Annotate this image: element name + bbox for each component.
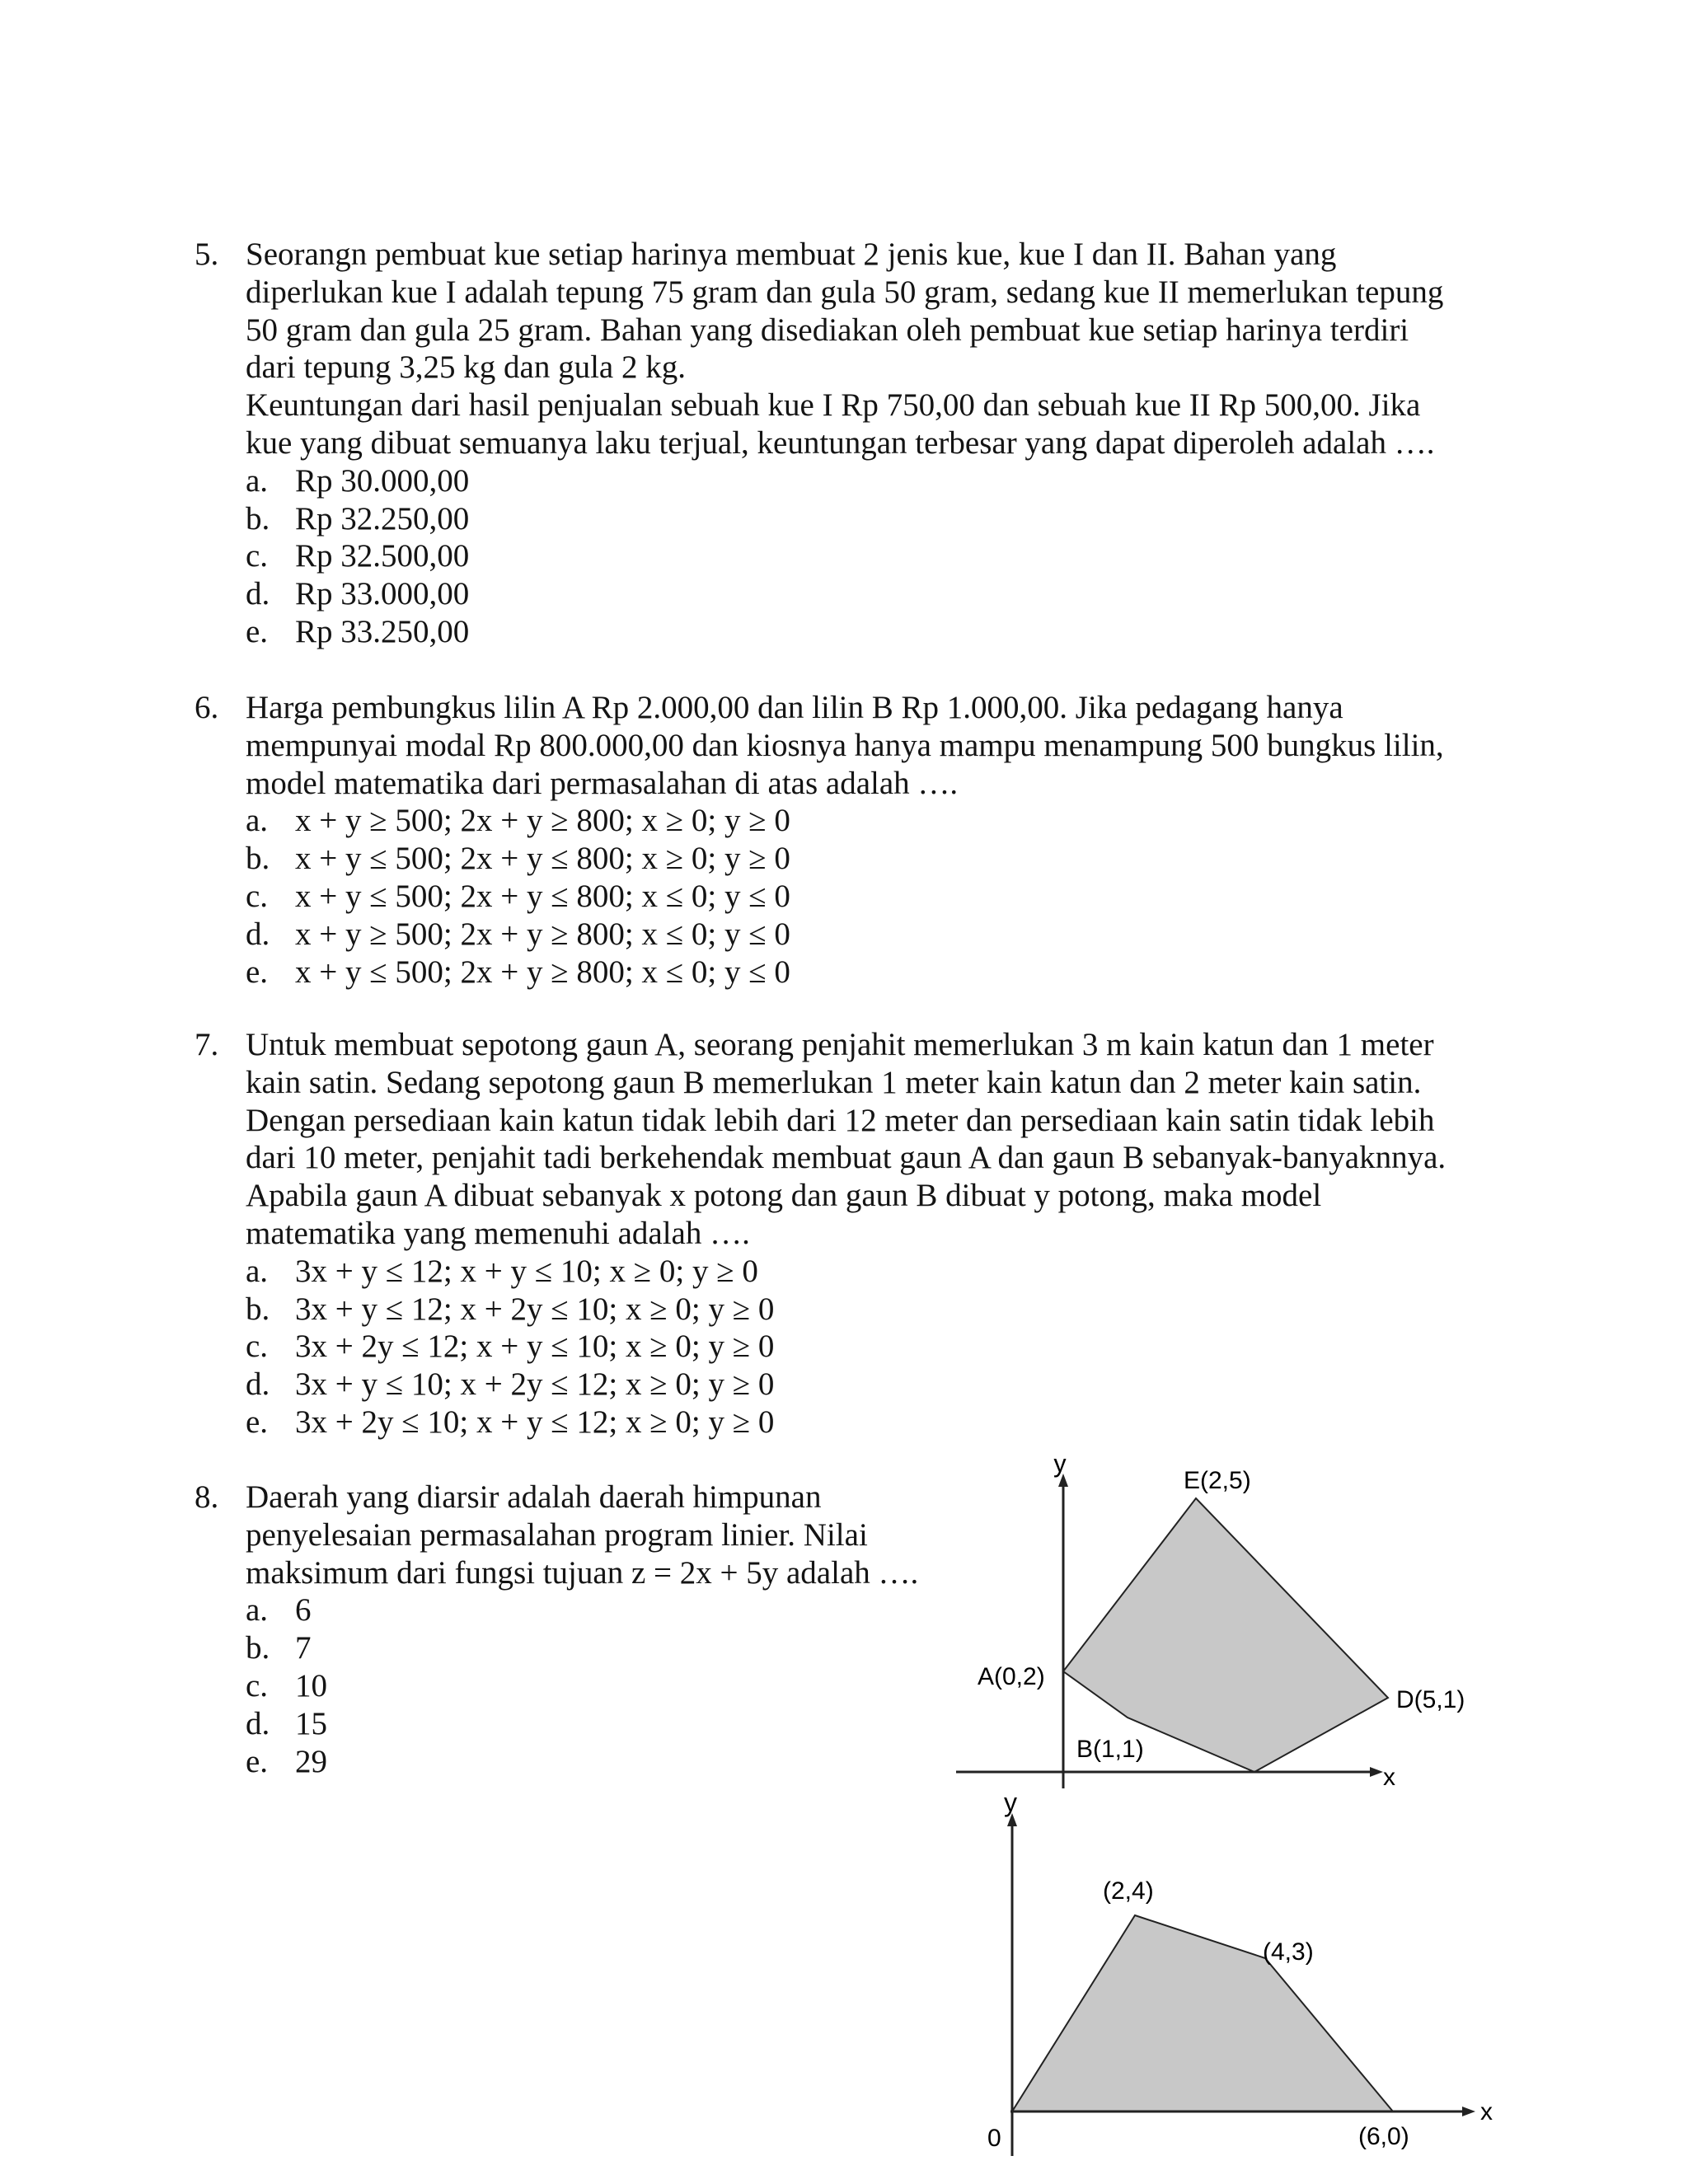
- option-letter: b.: [246, 500, 270, 537]
- option-text: x + y ≥ 500; 2x + y ≥ 800; x ≤ 0; y ≤ 0: [295, 916, 790, 952]
- option-text: 7: [295, 1630, 312, 1666]
- option-letter: d.: [246, 1705, 270, 1741]
- question-text-line: diperlukan kue I adalah tepung 75 gram dan gula 50 gram, sedang kue II memerlukan tepung: [246, 274, 1444, 310]
- option-letter: d.: [246, 576, 270, 612]
- option-text: Rp 32.500,00: [295, 538, 470, 574]
- feasible-region-graph-2: [956, 1788, 1517, 2172]
- option-text: Rp 33.000,00: [295, 576, 470, 612]
- question-text-line: matematika yang memenuhi adalah ….: [246, 1216, 750, 1251]
- question-number: 6.: [195, 690, 219, 725]
- question-text-line: maksimum dari fungsi tujuan z = 2x + 5y adalah ….: [246, 1554, 919, 1591]
- y-axis-label: y: [1053, 1459, 1067, 1478]
- question-text-line: Apabila gaun A dibuat sebanyak x potong dan gaun B dibuat y potong, maka model: [246, 1178, 1322, 1214]
- option-text: 3x + 2y ≤ 10; x + y ≤ 12; x ≥ 0; y ≥ 0: [295, 1404, 775, 1440]
- question-text-line: Dengan persediaan kain katun tidak lebih dari 12 meter dan persediaan kain satin tidak lebih: [246, 1102, 1435, 1138]
- origin-label: 0: [987, 2125, 1001, 2152]
- option-text: 3x + 2y ≤ 12; x + y ≤ 10; x ≥ 0; y ≥ 0: [295, 1329, 775, 1365]
- option-text: 10: [295, 1668, 327, 1704]
- question-text-line: kain satin. Sedang sepotong gaun B memerlukan 1 meter kain katun dan 2 meter kain satin.: [246, 1064, 1422, 1100]
- option-text: 3x + y ≤ 10; x + 2y ≤ 12; x ≥ 0; y ≥ 0: [295, 1366, 775, 1403]
- point-label-a: A(0,2): [978, 1663, 1045, 1690]
- option-letter: c.: [246, 1329, 269, 1365]
- question-text-line: Keuntungan dari hasil penjualan sebuah kue I Rp 750,00 dan sebuah kue II Rp 500,00. Jika: [246, 387, 1421, 424]
- question-text-line: dari tepung 3,25 kg dan gula 2 kg.: [246, 349, 686, 386]
- option-letter: a.: [246, 803, 269, 839]
- question-text-line: kue yang dibuat semuanya laku terjual, keuntungan terbesar yang dapat diperoleh adalah ….: [246, 425, 1435, 461]
- option-text: 6: [295, 1592, 312, 1629]
- x-axis-arrow: [1462, 2107, 1475, 2116]
- option-text: 29: [295, 1743, 327, 1779]
- option-letter: a.: [246, 1253, 269, 1289]
- x-axis-label: x: [1383, 1764, 1395, 1791]
- question-text-line: Daerah yang diarsir adalah daerah himpunan: [246, 1479, 822, 1515]
- option-letter: b.: [246, 841, 270, 877]
- option-letter: a.: [246, 462, 269, 499]
- option-text: 15: [295, 1705, 327, 1741]
- option-letter: a.: [246, 1592, 269, 1629]
- option-text: 3x + y ≤ 12; x + 2y ≤ 10; x ≥ 0; y ≥ 0: [295, 1291, 775, 1327]
- option-text: 3x + y ≤ 12; x + y ≤ 10; x ≥ 0; y ≥ 0: [295, 1253, 758, 1289]
- question-text-line: mempunyai modal Rp 800.000,00 dan kiosnya hanya mampu menampung 500 bungkus lilin,: [246, 727, 1444, 763]
- question-number: 8.: [195, 1479, 219, 1515]
- option-text: Rp 30.000,00: [295, 462, 470, 499]
- option-text: Rp 32.250,00: [295, 500, 470, 537]
- option-text: x + y ≥ 500; 2x + y ≥ 800; x ≥ 0; y ≥ 0: [295, 803, 790, 839]
- option-letter: e.: [246, 1743, 269, 1779]
- feasible-region-graph-1: [956, 1459, 1467, 1797]
- question-text-line: model matematika dari permasalahan di atas adalah ….: [246, 765, 959, 801]
- shaded-region: [1063, 1498, 1388, 1772]
- point-label-2-4: (2,4): [1103, 1877, 1154, 1905]
- option-letter: d.: [246, 916, 270, 952]
- option-letter: d.: [246, 1366, 270, 1403]
- question-text-line: 50 gram dan gula 25 gram. Bahan yang disediakan oleh pembuat kue setiap harinya terdiri: [246, 312, 1409, 348]
- option-letter: b.: [246, 1630, 270, 1666]
- option-letter: b.: [246, 1291, 270, 1327]
- question-number: 7.: [195, 1027, 219, 1062]
- shaded-region: [1012, 1915, 1393, 2111]
- point-label-e: E(2,5): [1184, 1467, 1251, 1494]
- option-text: x + y ≤ 500; 2x + y ≤ 800; x ≤ 0; y ≤ 0: [295, 879, 790, 914]
- option-letter: c.: [246, 538, 269, 574]
- option-letter: c.: [246, 1668, 269, 1704]
- option-text: x + y ≤ 500; 2x + y ≥ 800; x ≤ 0; y ≤ 0: [295, 954, 790, 990]
- question-text-line: Seorangn pembuat kue setiap harinya membuat 2 jenis kue, kue I dan II. Bahan yang: [246, 237, 1337, 272]
- question-text-line: Harga pembungkus lilin A Rp 2.000,00 dan lilin B Rp 1.000,00. Jika pedagang hanya: [246, 690, 1343, 725]
- question-number: 5.: [195, 237, 219, 272]
- point-label-6-0: (6,0): [1358, 2123, 1409, 2150]
- option-text: x + y ≤ 500; 2x + y ≤ 800; x ≥ 0; y ≥ 0: [295, 841, 790, 877]
- point-label-4-3: (4,3): [1263, 1938, 1314, 1966]
- option-letter: e.: [246, 614, 269, 649]
- option-text: Rp 33.250,00: [295, 614, 470, 649]
- point-label-b: B(1,1): [1076, 1736, 1144, 1763]
- question-text-line: Untuk membuat sepotong gaun A, seorang penjahit memerlukan 3 m kain katun dan 1 meter: [246, 1027, 1434, 1062]
- x-axis-arrow: [1370, 1767, 1383, 1777]
- question-text-line: dari 10 meter, penjahit tadi berkehendak membuat gaun A dan gaun B sebanyak-banyaknnya.: [246, 1140, 1447, 1176]
- x-axis-label: x: [1480, 2098, 1493, 2125]
- y-axis-label: y: [1004, 1788, 1017, 1817]
- option-letter: e.: [246, 954, 269, 990]
- option-letter: c.: [246, 879, 269, 914]
- question-text-line: penyelesaian permasalahan program linier. Nilai: [246, 1516, 868, 1553]
- point-label-d: D(5,1): [1396, 1686, 1465, 1713]
- option-letter: e.: [246, 1404, 269, 1440]
